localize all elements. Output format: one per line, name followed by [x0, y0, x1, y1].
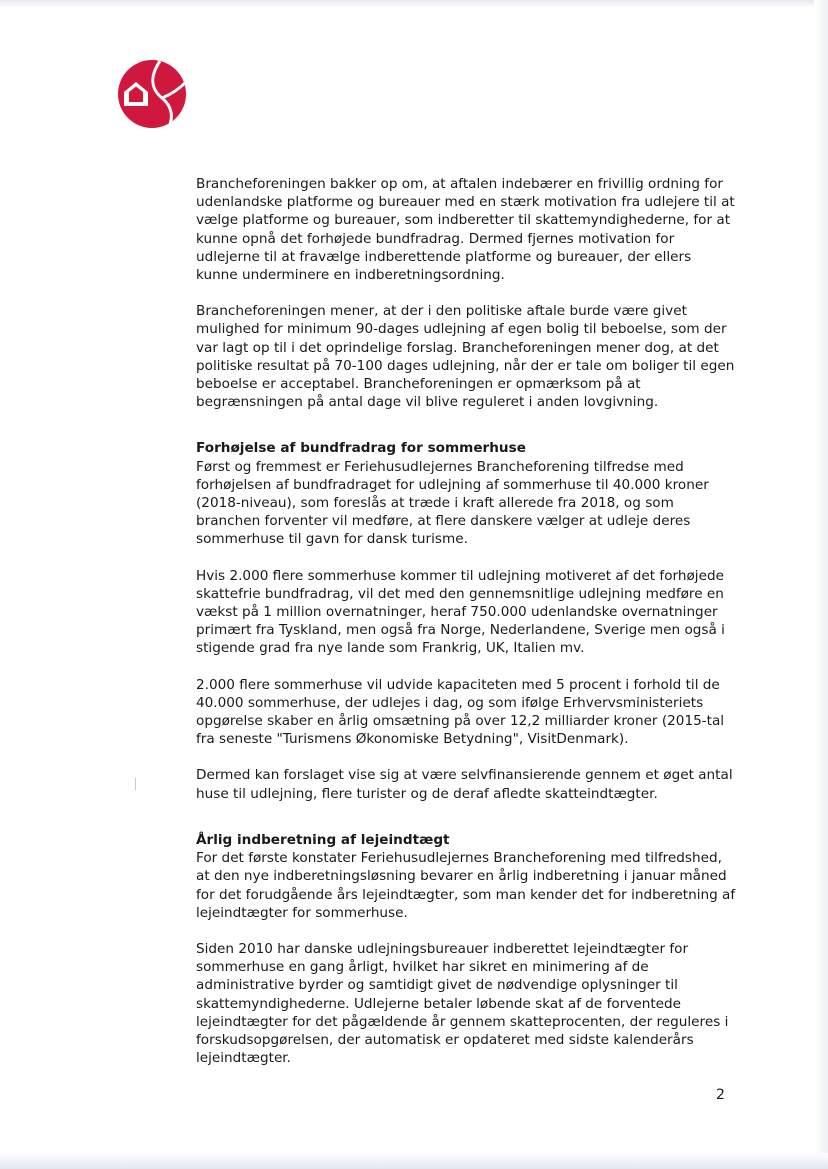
paragraph: Først og fremmest er Feriehusudlejernes Brancheforening tilfredse med forhøjelsen af bundfradraget for udlejning af sommerhuse til 40.000 kroner (2018-niveau), som foreslås at træde i kraft allerede fra 2018, og som branchen forventer vil medføre, at flere danskere vælger at udleje deres sommerhuse til gavn for dansk turisme. [196, 458, 709, 548]
paragraph: Hvis 2.000 flere sommerhuse kommer til udlejning motiveret af det forhøjede skattefrie bundfradrag, vil det med den gennemsnitlige udlejning medføre en vækst på 1 million overnatninger, heraf 750.000 udenlandske overnatninger primært fra Tyskland, men også fra Norge, Nederlandene, Sverige men også i stigende grad fra nye lande som Frankrig, UK, Italien mv. [196, 567, 725, 657]
globe-house-logo-icon [116, 58, 188, 130]
paragraph: Brancheforeningen mener, at der i den politiske aftale burde være givet mulighed for minimum 90-dages udlejning af egen bolig til beboelse, som der var lagt op til i det oprindelige forslag. Brancheforeningen mener dog, at det politiske resultat på 70-100 dages udlejning, når der er tale om boliger til egen beboelse er acceptabel. Brancheforeningen er opmærksom på at begrænsningen på antal dage vil blive reguleret i anden lovgivning. [196, 303, 735, 411]
scan-edge-bottom [0, 1153, 828, 1169]
paragraph: 2.000 flere sommerhuse vil udvide kapaciteten med 5 procent i forhold til de 40.000 sommerhuse, der udlejes i dag, og som ifølge Erhvervsministeriets opgørelse skaber en årlig omsætning på over 12,2 milliarder kroner (2015-tal fra seneste "Turismens Økonomiske Betydning", VisitDenmark). [196, 676, 725, 748]
scan-speck [135, 778, 136, 790]
paragraph: Dermed kan forslaget vise sig at være selvfinansierende gennem et øget antal huse til udlejning, flere turister og de deraf afledte skatteindtægter. [196, 767, 733, 802]
scan-edge-top [0, 0, 828, 8]
paragraph: Brancheforeningen bakker op om, at aftalen indebærer en frivillig ordning for udenlandske platforme og bureauer med en stærk motivation fra udlejere til at vælge platforme og bureauer, som indberetter til skattemyndighederne, for at kunne opnå det forhøjede bundfradrag. Dermed fjernes motivation for udlejerne til at fravælge indberettende platforme og bureauer, der ellers kunne underminere en indberetningsordning. [196, 176, 735, 284]
paragraph: Siden 2010 har danske udlejningsbureauer indberettet lejeindtægter for sommerhuse en gang årligt, hvilket har sikret en minimering af de administrative byrder og samtidigt givet de nødvendige oplysninger til skattemyndighederne. Udlejerne betaler løbende skat af de forventede lejeindtægter for det pågældende år gennem skatteprocenten, der reguleres i forskudsopgørelsen, der automatisk er opdateret med sidste kalenderårs lejeindtægter. [196, 940, 729, 1067]
letter-body [196, 175, 736, 1085]
scan-edge-right [814, 0, 828, 1169]
paragraph: For det første konstater Feriehusudlejernes Brancheforening med tilfredshed, at den nye indberetningsløsning bevarer en årlig indberetning i januar måned for det forudgående års lejeindtægter, som man kender det for indberetning af lejeindtægter for sommerhuse. [196, 850, 736, 921]
section-heading: Årlig indberetning af lejeindtægt [196, 831, 450, 848]
section-heading: Forhøjelse af bundfradrag for sommerhuse [196, 440, 526, 457]
page-number: 2 [716, 1087, 725, 1103]
